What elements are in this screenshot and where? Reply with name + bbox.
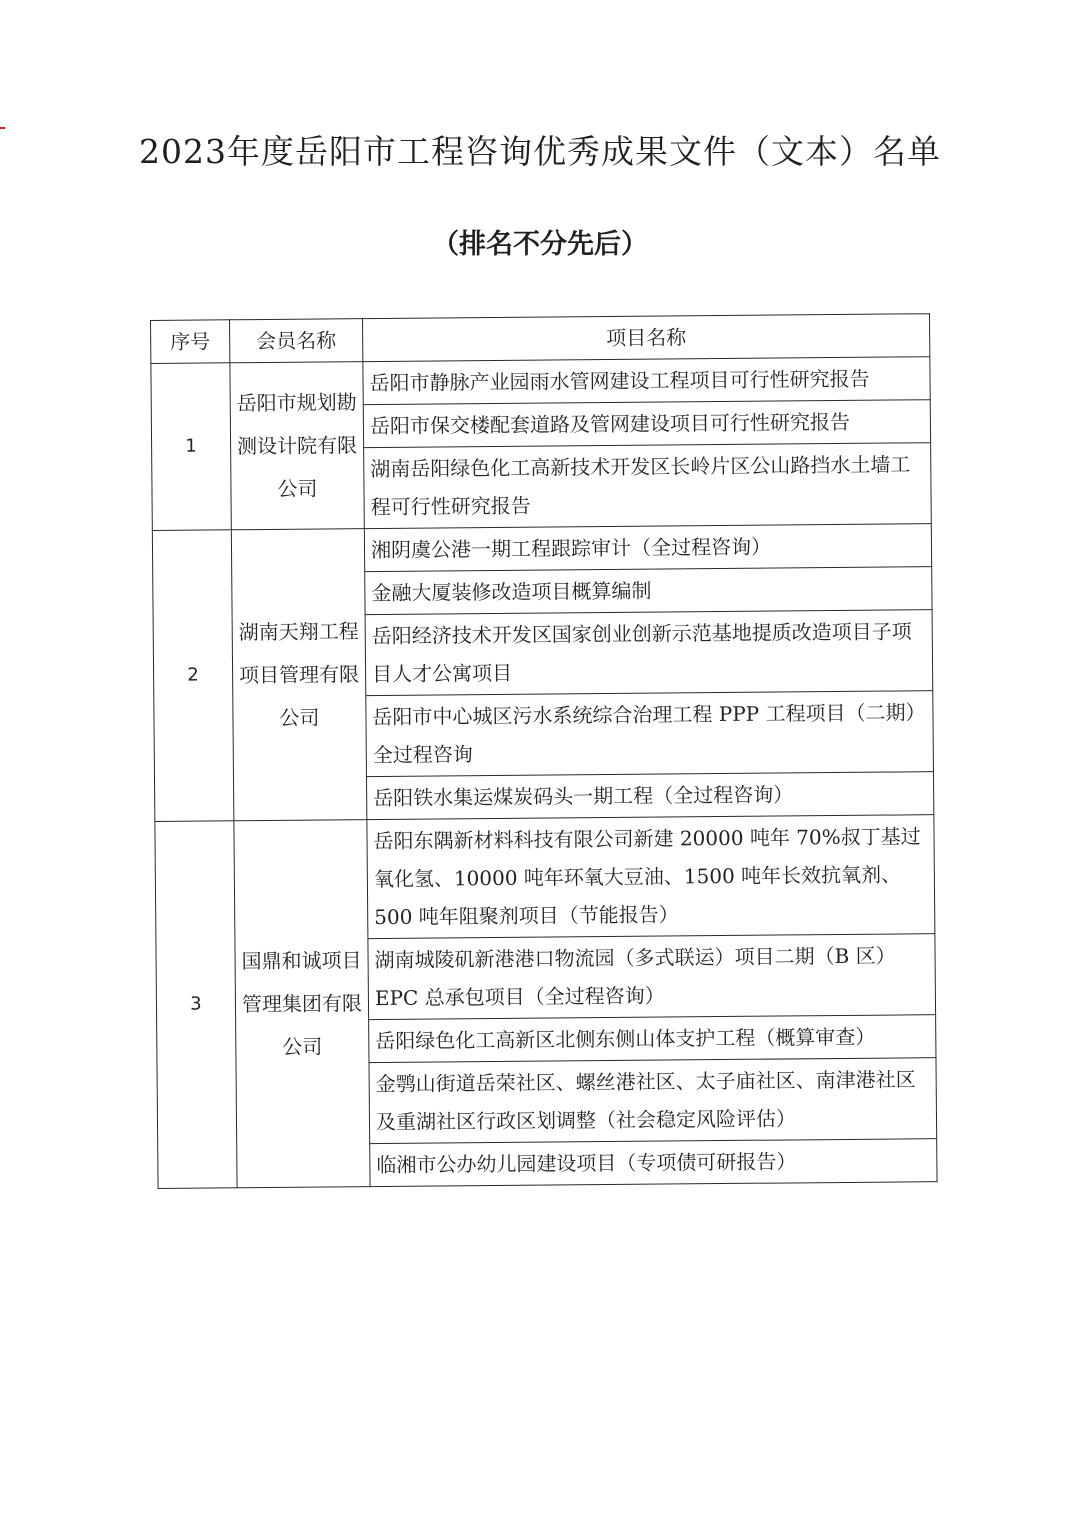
table-row	[155, 815, 935, 941]
award-table	[150, 313, 938, 1189]
project-name: 岳阳经济技术开发区国家创业创新示范基地提质改造项目子项目人才公寓项目	[365, 610, 933, 696]
table-header-row	[151, 314, 930, 364]
table-row	[152, 524, 931, 574]
project-name: 湘阴虞公港一期工程跟踪审计（全过程咨询）	[364, 524, 931, 572]
member-name: 岳阳市规划勘测设计院有限公司	[230, 362, 364, 530]
document-title: 2023年度岳阳市工程咨询优秀成果文件（文本）名单	[139, 132, 941, 171]
header-project: 项目名称	[362, 314, 929, 362]
member-name: 湖南天翔工程项目管理有限公司	[231, 529, 367, 821]
document-subtitle: （排名不分先后）	[432, 229, 648, 260]
row-number: 2	[152, 530, 234, 822]
header-member: 会员名称	[230, 319, 363, 363]
project-name: 岳阳铁水集运煤炭码头一期工程（全过程咨询）	[366, 772, 933, 820]
project-name: 临湘市公办幼儿园建设项目（专项债可研报告）	[370, 1139, 937, 1187]
project-name: 金融大厦装修改造项目概算编制	[365, 567, 932, 615]
project-name: 岳阳绿色化工高新区北侧东侧山体支护工程（概算审查）	[369, 1015, 936, 1063]
member-name: 国鼎和诚项目管理集团有限公司	[234, 820, 370, 1188]
project-name: 湖南岳阳绿色化工高新技术开发区长岭片区公山路挡水土墙工程可行性研究报告	[364, 443, 932, 529]
project-name: 湖南城陵矶新港港口物流园（多式联运）项目二期（B 区）EPC 总承包项目（全过程咨询）	[368, 934, 936, 1020]
row-number: 3	[155, 821, 237, 1189]
row-number: 1	[151, 363, 231, 531]
project-name: 岳阳市中心城区污水系统综合治理工程 PPP 工程项目（二期）全过程咨询	[366, 691, 934, 777]
header-no: 序号	[151, 320, 230, 364]
project-name: 岳阳市静脉产业园雨水管网建设工程项目可行性研究报告	[363, 357, 930, 405]
project-name: 岳阳市保交楼配套道路及管网建设项目可行性研究报告	[363, 400, 930, 448]
table-row	[151, 357, 930, 407]
project-name: 金鹗山街道岳荣社区、螺丝港社区、太子庙社区、南津港社区及重湖社区行政区划调整（社会稳定风险评估）	[369, 1058, 937, 1144]
project-name: 岳阳东隅新材料科技有限公司新建 20000 吨年 70%叔丁基过氧化氢、10000 吨年环氧大豆油、1500 吨年长效抗氧剂、500 吨年阻聚剂项目（节能报告）	[367, 815, 935, 939]
